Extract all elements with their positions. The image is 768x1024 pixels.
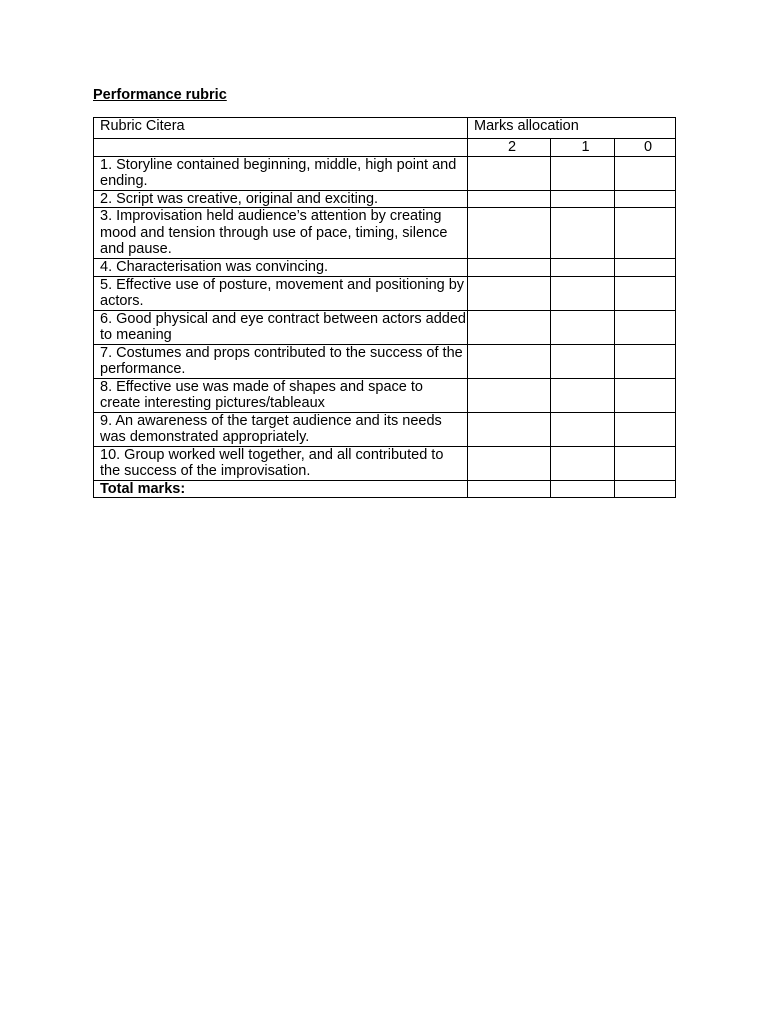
table-row (94, 208, 676, 259)
criterion-text: 8. Effective use was made of shapes and space to create interesting pictures/tableaux (94, 378, 468, 412)
mark-2-cell (468, 190, 551, 208)
criterion-text: 7. Costumes and props contributed to the success of the performance. (94, 344, 468, 378)
table-row (94, 378, 676, 412)
total-mark-0-cell (615, 480, 676, 498)
criterion-text: 9. An awareness of the target audience and its needs was demonstrated appropriately. (94, 412, 468, 446)
criterion-text: 4. Characterisation was convincing. (94, 259, 468, 277)
table-row (94, 344, 676, 378)
total-mark-1-cell (551, 480, 615, 498)
mark-0-cell (615, 190, 676, 208)
mark-2-cell (468, 378, 551, 412)
mark-2-cell (468, 446, 551, 480)
criterion-text: 5. Effective use of posture, movement and positioning by actors. (94, 276, 468, 310)
mark-1-cell (551, 208, 615, 259)
mark-1-cell (551, 276, 615, 310)
table-row (94, 259, 676, 277)
total-marks-label: Total marks: (94, 480, 468, 498)
table-row (94, 190, 676, 208)
mark-0-cell (615, 276, 676, 310)
mark-values-row (94, 139, 676, 157)
mark-1-cell (551, 259, 615, 277)
mark-1-cell (551, 190, 615, 208)
mark-1-cell (551, 344, 615, 378)
table-row (94, 276, 676, 310)
mark-1-cell (551, 156, 615, 190)
mark-2-cell (468, 276, 551, 310)
rubric-table (93, 117, 676, 498)
mark-0-cell (615, 378, 676, 412)
table-row (94, 310, 676, 344)
total-marks-row (94, 480, 676, 498)
blank-cell (94, 139, 468, 157)
mark-0-cell (615, 446, 676, 480)
criterion-text: 2. Script was creative, original and exciting. (94, 190, 468, 208)
mark-1-cell (551, 378, 615, 412)
marks-allocation-header: Marks allocation (468, 118, 676, 139)
mark-2-cell (468, 208, 551, 259)
criterion-text: 3. Improvisation held audience’s attention by creating mood and tension through use of pace, timing, silence and pause. (94, 208, 468, 259)
mark-2-cell (468, 310, 551, 344)
mark-2-cell (468, 412, 551, 446)
criterion-text: 6. Good physical and eye contract between actors added to meaning (94, 310, 468, 344)
mark-0-cell (615, 412, 676, 446)
mark-0-cell (615, 259, 676, 277)
mark-0-cell (615, 208, 676, 259)
mark-1-header: 1 (551, 139, 615, 157)
mark-1-cell (551, 446, 615, 480)
criteria-header: Rubric Citera (94, 118, 468, 139)
mark-0-cell (615, 156, 676, 190)
mark-0-header: 0 (615, 139, 676, 157)
table-row (94, 412, 676, 446)
table-header-row (94, 118, 676, 139)
mark-0-cell (615, 310, 676, 344)
mark-2-cell (468, 259, 551, 277)
mark-2-cell (468, 344, 551, 378)
mark-1-cell (551, 310, 615, 344)
table-row (94, 156, 676, 190)
mark-0-cell (615, 344, 676, 378)
mark-2-header: 2 (468, 139, 551, 157)
criterion-text: 10. Group worked well together, and all contributed to the success of the improvisation. (94, 446, 468, 480)
document-title: Performance rubric (93, 87, 227, 103)
mark-2-cell (468, 156, 551, 190)
criterion-text: 1. Storyline contained beginning, middle, high point and ending. (94, 156, 468, 190)
table-row (94, 446, 676, 480)
total-mark-2-cell (468, 480, 551, 498)
mark-1-cell (551, 412, 615, 446)
